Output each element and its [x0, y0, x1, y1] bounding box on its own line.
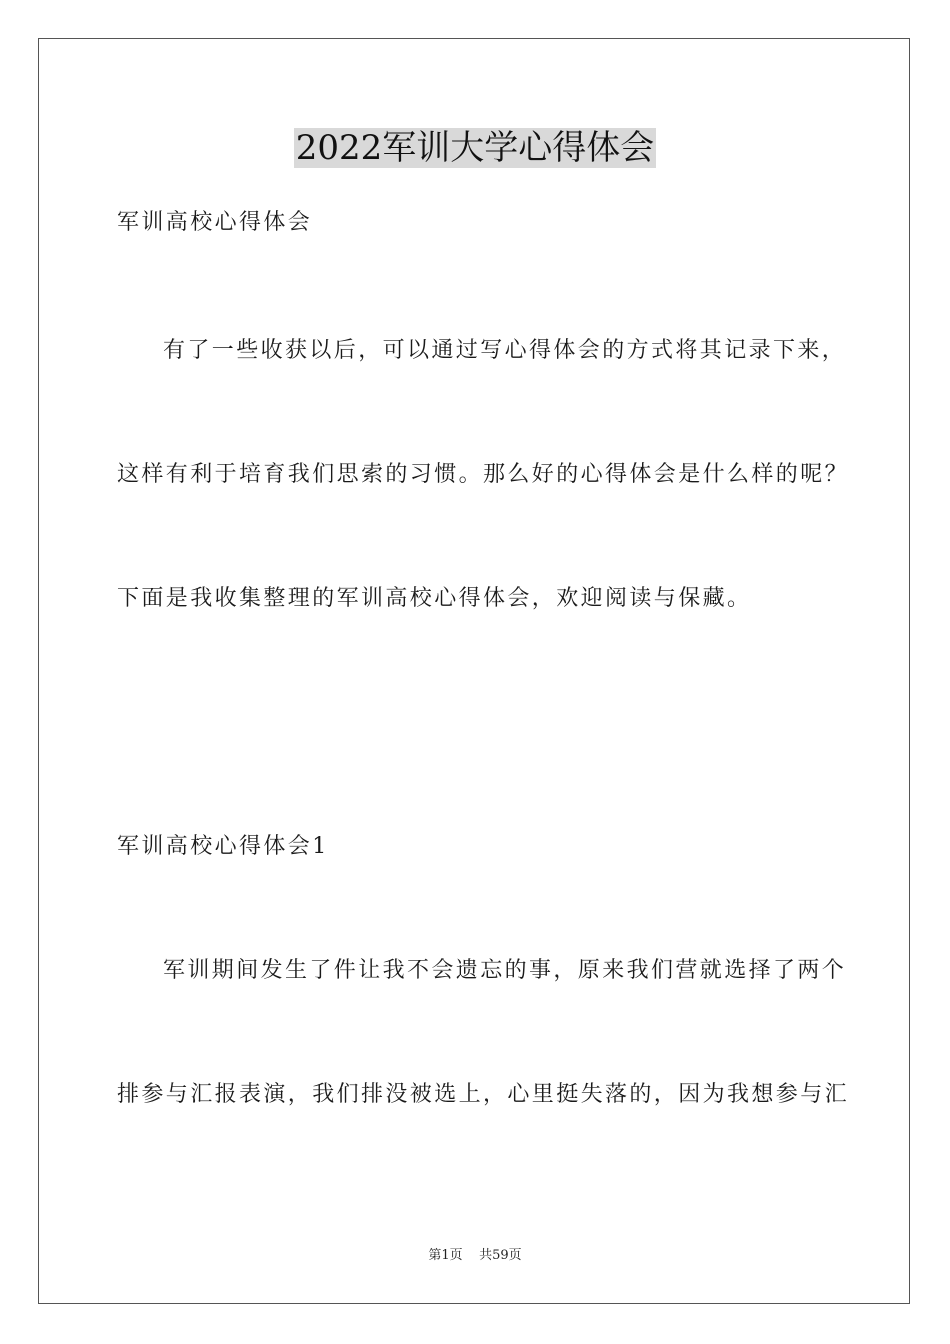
- section-line-2: 排参与汇报表演，我们排没被选上，心里挺失落的，因为我想参与汇: [117, 1082, 850, 1107]
- page-footer: [0, 1247, 950, 1265]
- intro-line-2: 这样有利于培育我们思索的习惯。那么好的心得体会是什么样的呢？: [117, 462, 850, 487]
- title-container: [0, 128, 950, 168]
- intro-line-3: 下面是我收集整理的军训高校心得体会，欢迎阅读与保藏。: [117, 586, 752, 611]
- total-pages: 共59页: [479, 1248, 522, 1263]
- subtitle: 军训高校心得体会: [117, 210, 313, 235]
- section-line-1: 军训期间发生了件让我不会遗忘的事，原来我们营就选择了两个: [163, 958, 847, 983]
- document-title: 2022军训大学心得体会: [295, 128, 655, 168]
- page-number: 第1页: [428, 1248, 463, 1263]
- intro-line-1: 有了一些收获以后，可以通过写心得体会的方式将其记录下来，: [163, 338, 847, 363]
- section-heading: 军训高校心得体会1: [117, 834, 329, 859]
